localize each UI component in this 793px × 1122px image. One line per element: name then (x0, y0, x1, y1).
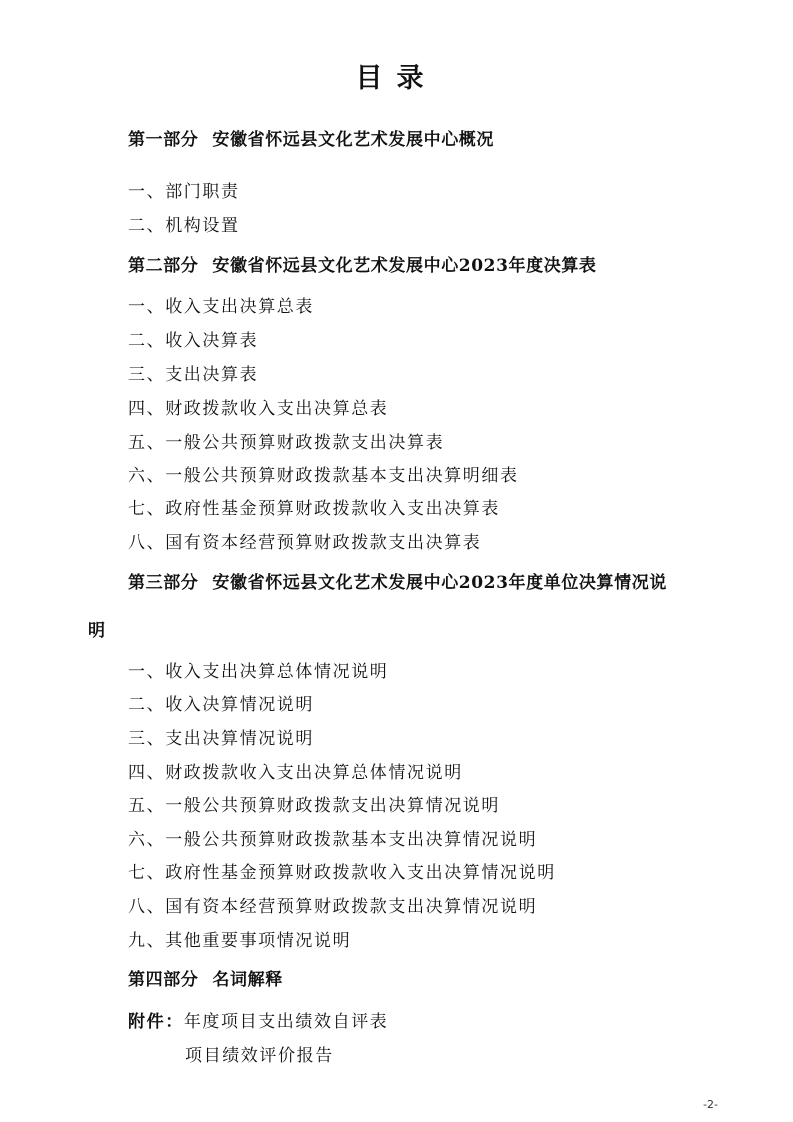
toc-item: 二、机构设置 (128, 216, 240, 236)
attachment-item: 项目绩效评价报告 (185, 1046, 334, 1066)
part-3-title: 安徽省怀远县文化艺术发展中心2023年度单位决算情况说 (212, 573, 667, 593)
toc-item: 一、部门职责 (128, 182, 240, 202)
toc-item: 七、政府性基金预算财政拨款收入支出决算情况说明 (128, 863, 556, 883)
part-3-heading (128, 568, 667, 593)
toc-item: 三、支出决算表 (128, 365, 259, 385)
toc-item: 六、一般公共预算财政拨款基本支出决算明细表 (128, 466, 519, 486)
part-4-label: 第四部分 (128, 970, 199, 990)
toc-item: 九、其他重要事项情况说明 (128, 931, 352, 951)
toc-item: 六、一般公共预算财政拨款基本支出决算情况说明 (128, 830, 538, 850)
part-3-heading-continuation: 明 (88, 621, 106, 641)
part-4-heading (128, 965, 283, 990)
toc-item: 一、收入支出决算总表 (128, 297, 314, 317)
toc-item: 五、一般公共预算财政拨款支出决算情况说明 (128, 796, 500, 816)
part-2-heading (128, 251, 597, 276)
part-2-label: 第二部分 (128, 256, 199, 276)
toc-item: 三、支出决算情况说明 (128, 729, 314, 749)
part-1-title: 安徽省怀远县文化艺术发展中心概况 (212, 130, 495, 150)
page-title: 目录 (355, 63, 438, 94)
part-4-title: 名词解释 (212, 970, 283, 990)
page-number: -2- (703, 1098, 718, 1111)
toc-item: 五、一般公共预算财政拨款支出决算表 (128, 433, 445, 453)
attachments-line (128, 1007, 388, 1032)
toc-item: 八、国有资本经营预算财政拨款支出决算情况说明 (128, 897, 538, 917)
toc-item: 四、财政拨款收入支出决算总体情况说明 (128, 763, 463, 783)
toc-item: 二、收入决算情况说明 (128, 695, 314, 715)
part-2-title: 安徽省怀远县文化艺术发展中心2023年度决算表 (212, 256, 597, 276)
part-1-heading (128, 125, 494, 150)
attachment-item: 年度项目支出绩效自评表 (183, 1012, 389, 1032)
toc-item: 八、国有资本经营预算财政拨款支出决算表 (128, 533, 482, 553)
attachments-label: 附件： (128, 1012, 184, 1032)
toc-item: 七、政府性基金预算财政拨款收入支出决算表 (128, 499, 500, 519)
toc-item: 二、收入决算表 (128, 331, 259, 351)
toc-item: 四、财政拨款收入支出决算总表 (128, 399, 389, 419)
part-3-label: 第三部分 (128, 573, 199, 593)
toc-item: 一、收入支出决算总体情况说明 (128, 662, 389, 682)
part-1-label: 第一部分 (128, 130, 199, 150)
